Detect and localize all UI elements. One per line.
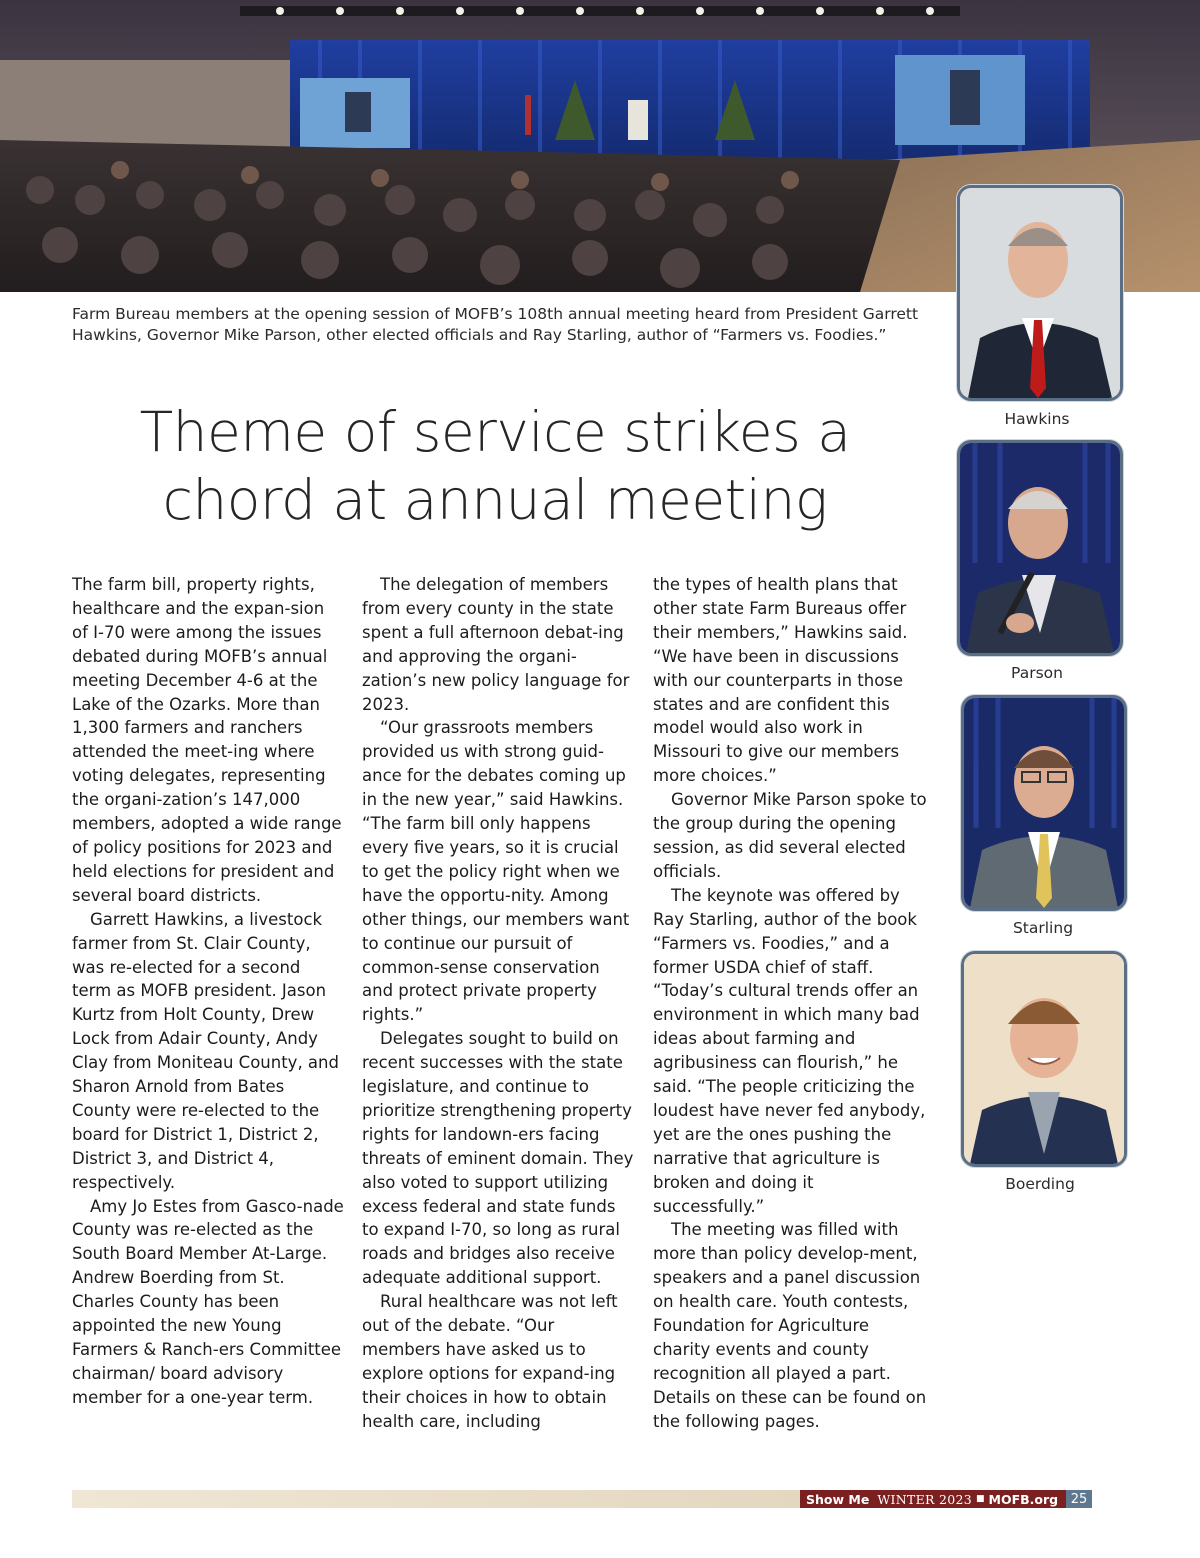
paragraph: “Our grassroots members provided us with strong guid-ance for the debates coming up in the new year,” said Hawkins. “The farm bill only happens every five years, so it is crucial to get the policy right when we have the opportu-nity. Among other things, our members want to continue our pursuit of common-sense conservation and protect private property rights.” <box>362 718 630 1025</box>
paragraph: Governor Mike Parson spoke to the group during the opening session, as did several elected officials. <box>653 790 927 881</box>
footer-brand: Show Me <box>806 1491 870 1507</box>
headline <box>90 398 900 534</box>
paragraph: Delegates sought to build on recent successes with the state legislature, and continue to prioritize strengthening property rights for landown-ers facing threats of eminent domain. They also voted to support utilizing excess federal and state funds to expand I-70, so long as rural roads and bridges also receive adequate additional support. <box>362 1029 634 1288</box>
paragraph: The farm bill, property rights, healthcare and the expan-sion of I-70 were among the issues debated during MOFB’s annual meeting December 4-6 at the Lake of the Ozarks. More than 1,300 farmers and ranchers attended the meet-ing where voting delegates, representing the organi-zation’s 147,000 members, adopted a wide range of policy positions for 2023 and held elections for president and several board districts. <box>72 575 342 905</box>
portrait-label-boerding: Boerding <box>1005 1175 1075 1193</box>
portrait-photo-icon <box>960 188 1120 398</box>
headline-line-1: Theme of service strikes a <box>139 400 851 464</box>
paragraph: Rural healthcare was not left out of the debate. “Our members have asked us to explore options for expand-ing their choices in how to obtain health care, including <box>362 1292 618 1431</box>
page-number: 25 <box>1066 1490 1092 1508</box>
paragraph: Garrett Hawkins, a livestock farmer from St. Clair County, was re-elected for a second term as MOFB president. Jason Kurtz from Holt County, Drew Lock from Adair County, Andy Clay from Moniteau County, and Sharon Arnold from Bates County were re-elected to the board for District 1, District 2, District 3, and District 4, respectively. <box>72 909 339 1192</box>
portrait-parson <box>957 440 1123 656</box>
footer-separator: ■ <box>976 1494 985 1504</box>
portrait-photo-icon <box>964 954 1124 1164</box>
paragraph: The delegation of members from every county in the state spent a full afternoon debat-ing and approving the organi-zation’s new policy language for 2023. <box>362 575 630 714</box>
paragraph: the types of health plans that other state Farm Bureaus offer their members,” Hawkins said. “We have been in discussions with our counterparts in those states and are confident this model would also work in Missouri to give our members more choices.” <box>653 575 908 786</box>
portrait-label-starling: Starling <box>1012 919 1074 937</box>
portrait-label-parson: Parson <box>1011 664 1063 682</box>
headline-line-2: chord at annual meeting <box>162 468 828 532</box>
paragraph: The keynote was offered by Ray Starling, author of the book “Farmers vs. Foodies,” and a former USDA chief of staff. “Today’s cultural trends offer an environment in which many bad ideas about farming and agribusiness can flourish,” he said. “The people criticizing the loudest have never fed anybody, yet are the ones pushing the narrative that agriculture is broken and doing it successfully.” <box>653 885 926 1216</box>
footer-website: MOFB.org <box>988 1491 1059 1507</box>
footer-bar <box>72 1490 800 1508</box>
footer-issue: WINTER 2023 <box>877 1491 972 1507</box>
portrait-photo-icon <box>960 443 1120 653</box>
paragraph: The meeting was filled with more than policy develop-ment, speakers and a panel discussion on health care. Youth contests, Foundation for Agriculture charity events and county recognition all played a part. Details on these can be found on the following pages. <box>653 1220 927 1431</box>
article-column-2 <box>362 573 634 1434</box>
portrait-photo-icon <box>964 698 1124 908</box>
article-column-1 <box>72 573 344 1410</box>
portrait-boerding <box>961 951 1127 1167</box>
portrait-hawkins <box>957 185 1123 401</box>
photo-caption: Farm Bureau members at the opening session of MOFB’s 108th annual meeting heard from President Garrett Hawkins, Governor Mike Parson, other elected officials and Ray Starling, author of “Farmers vs. Foodies.” <box>72 305 919 344</box>
footer-publication-tag <box>800 1490 1066 1508</box>
portrait-starling <box>961 695 1127 911</box>
portrait-label-hawkins: Hawkins <box>1004 410 1070 428</box>
paragraph: Amy Jo Estes from Gasco-nade County was re-elected as the South Board Member At-Large. Andrew Boerding from St. Charles County has been appointed the new Young Farmers & Ranch-ers Committee chairman/ board advisory member for a one-year term. <box>72 1196 344 1407</box>
article-column-3 <box>653 573 928 1434</box>
